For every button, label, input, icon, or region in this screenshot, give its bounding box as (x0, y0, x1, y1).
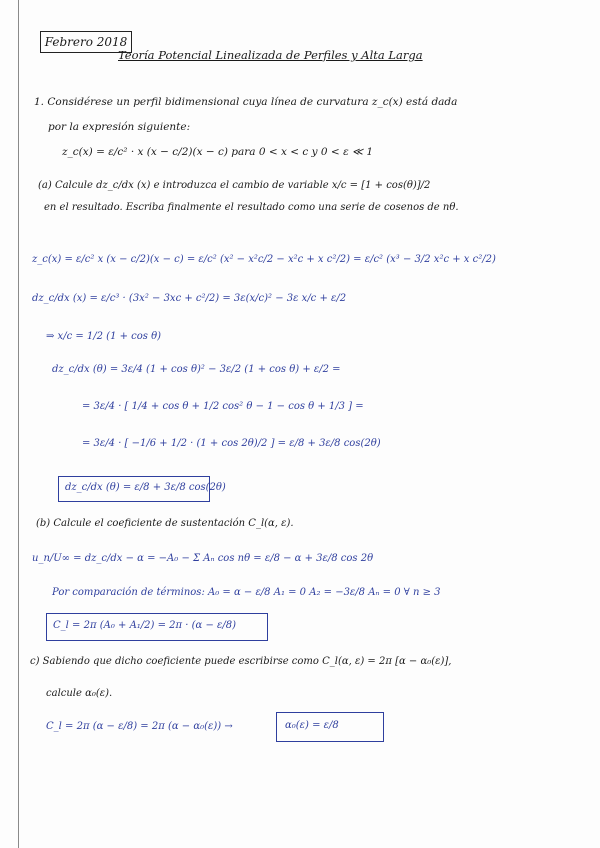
part-a-prompt-line1: (a) Calcule dz_c/dx (x) e introduzca el cambio de variable x/c = [1 + cos(θ)]/2 (38, 180, 431, 191)
part-a-prompt-line2: en el resultado. Escriba finalmente el resultado como una serie de cosenos de nθ. (44, 202, 459, 213)
date-box: Febrero 2018 (40, 31, 132, 53)
part-c-step: C_l = 2π (α − ε/8) = 2π (α − α₀(ε)) → (46, 721, 233, 732)
part-a-step-simplify: = 3ε/4 · [ −1/6 + 1/2 · (1 + cos 2θ)/2 ] = ε/8 + 3ε/8 cos(2θ) (82, 438, 381, 449)
part-a-step-derivative: dz_c/dx (x) = ε/c³ · (3x² − 3xc + c²/2) = 3ε(x/c)² − 3ε x/c + ε/2 (32, 293, 347, 304)
part-b-step-coefficients: Por comparación de términos: A₀ = α − ε/8 A₁ = 0 A₂ = −3ε/8 Aₙ = 0 ∀ n ≥ 3 (52, 587, 441, 598)
part-c-result-box (276, 712, 384, 742)
part-a-step-bracket: = 3ε/4 · [ 1/4 + cos θ + 1/2 cos² θ − 1 − cos θ + 1/3 ] = (82, 401, 364, 412)
part-a-step-variable-change: ⇒ x/c = 1/2 (1 + cos θ) (46, 331, 162, 342)
part-c-prompt-line2: calcule α₀(ε). (46, 688, 113, 699)
part-a-result: dz_c/dx (θ) = ε/8 + 3ε/8 cos(2θ) (65, 482, 226, 493)
problem-statement-line2: por la expresión siguiente: (48, 121, 191, 133)
part-a-result-box (58, 476, 226, 502)
part-b-result-box (46, 613, 268, 641)
part-c-result: α₀(ε) = ε/8 (285, 720, 339, 731)
camber-line-expression: z_c(x) = ε/c² · x (x − c/2)(x − c) para 0 < x < c y 0 < ε ≪ 1 (62, 146, 374, 158)
page-left-margin-line (18, 0, 19, 848)
page-title: Teoría Potencial Linealizada de Perfiles y Alta Larga (118, 48, 423, 62)
part-a-step-expand: z_c(x) = ε/c² x (x − c/2)(x − c) = ε/c² (x² − x²c/2 − x²c + x c²/2) = ε/c² (x³ − 3/2 x²c + x c²/2) (32, 254, 496, 265)
part-b-step-series: u_n/U∞ = dz_c/dx − α = −A₀ − Σ Aₙ cos nθ = ε/8 − α + 3ε/8 cos 2θ (32, 553, 374, 564)
part-b-result: C_l = 2π (A₀ + A₁/2) = 2π · (α − ε/8) (53, 620, 237, 631)
part-b-prompt: (b) Calcule el coeficiente de sustentación C_l(α, ε). (36, 518, 294, 529)
part-c-prompt-line1: c) Sabiendo que dicho coeficiente puede escribirse como C_l(α, ε) = 2π [α − α₀(ε)], (30, 656, 452, 667)
problem-statement-line1: 1. Considérese un perfil bidimensional cuya línea de curvatura z_c(x) está dada (34, 96, 458, 108)
part-a-step-theta: dz_c/dx (θ) = 3ε/4 (1 + cos θ)² − 3ε/2 (1 + cos θ) + ε/2 = (52, 364, 341, 375)
